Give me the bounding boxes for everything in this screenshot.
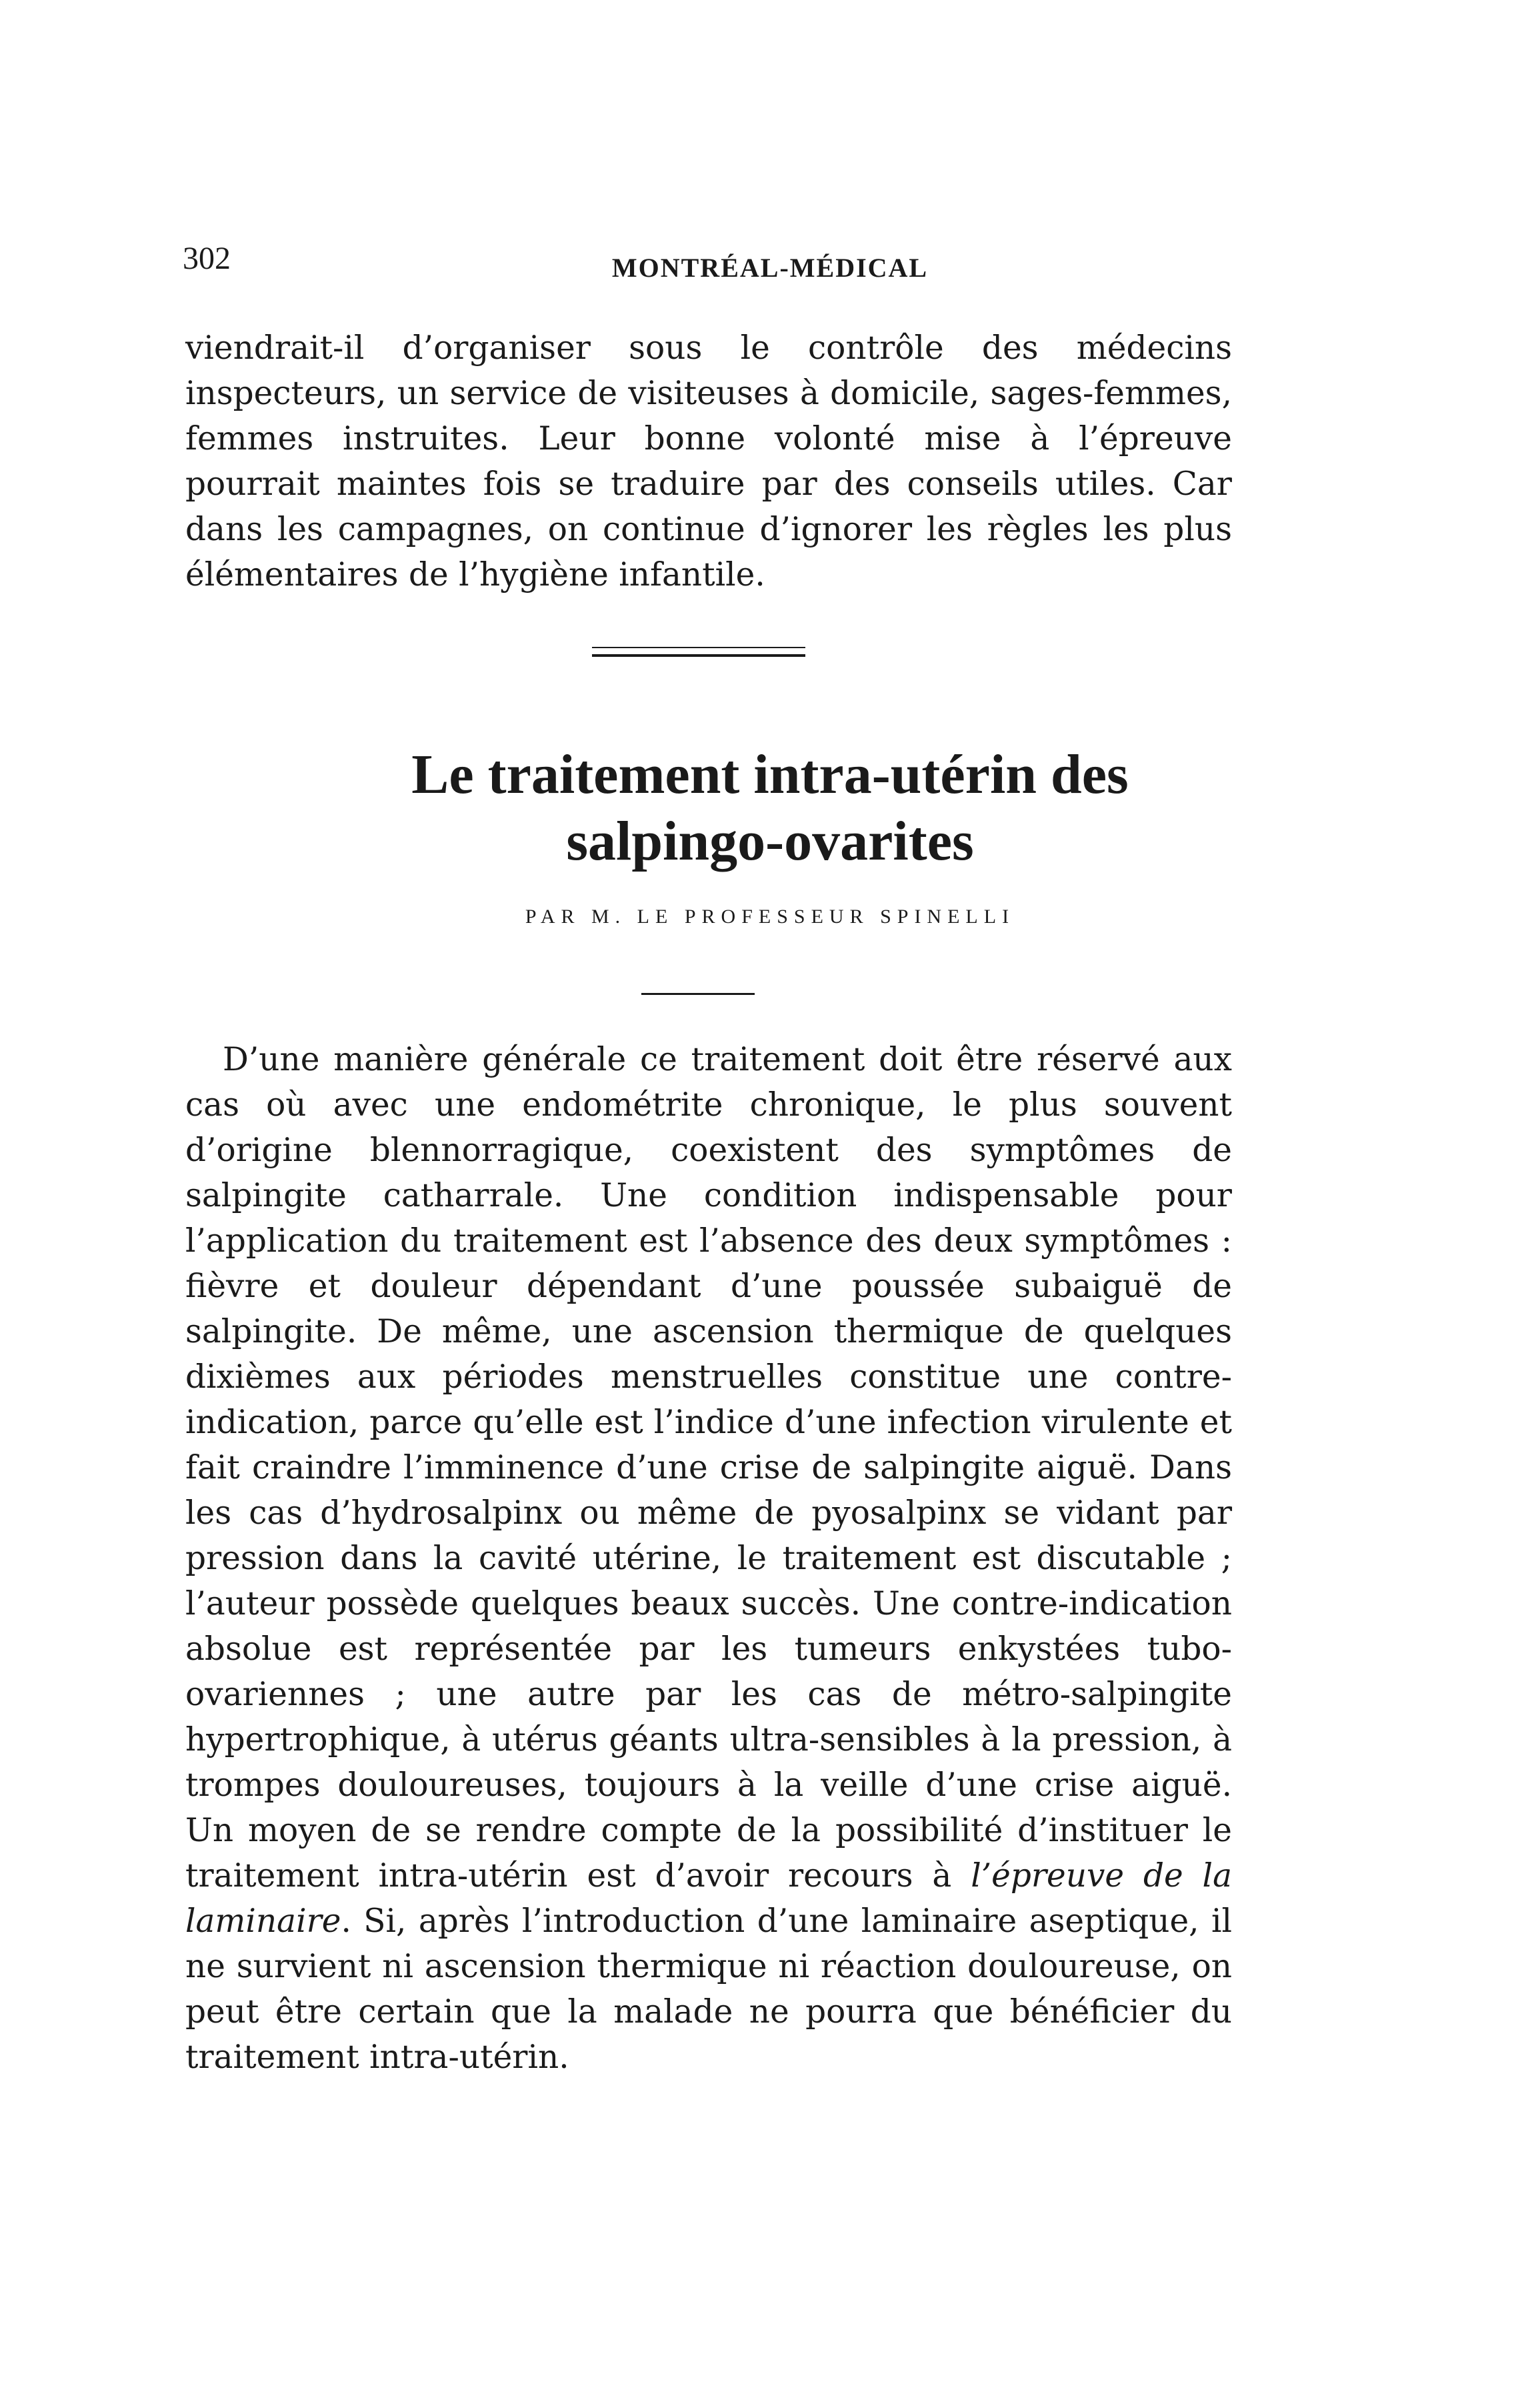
article-byline: PAR M. LE PROFESSEUR SPINELLI — [525, 906, 1015, 928]
article-body-text-end: . Si, après l’introduction d’une laminaire aseptique, il ne survient ni ascension thermique ni réaction douloureuse, on peut être certain que la malade ne pourra que bénéficier du traitement intra-utérin. — [185, 1903, 1232, 2076]
article-title-line-1: Le traitement intra-utérin des — [411, 744, 1129, 806]
running-head: MONTRÉAL-MÉDICAL — [611, 253, 929, 283]
byline-divider — [641, 993, 755, 995]
article-body-emphasis: l’épreuve de la laminaire — [185, 1857, 1232, 1940]
section-divider — [592, 647, 805, 657]
article-body-text: D’une manière générale ce traitement doit être réservé aux cas où avec une endométrite chronique, le plus souvent d’origine blennorragique, coexistent des symptômes de salpingite catharrale. Une condition indispensable pour l’application du traitement est l’absence des deux symptômes : fièvre et douleur dépendant d’une poussée subaiguë de salpingite. De même, une ascension thermique de quelques dixièmes aux périodes menstruelles constitue une contre-indication, parce qu’elle est l’indice d’une infection virulente et fait craindre l’imminence d’une crise de salpingite aiguë. Dans les cas d’hydrosalpinx ou même de pyosalpinx se vidant par pression dans la cavité utérine, le traitement est discutable ; l’auteur possède quelques beaux succès. Une contre-indication absolue est représentée par les tumeurs enkystées tubo-ovariennes ; une autre par les cas de métro-salpingite hypertrophique, à utérus géants ultra-sensibles à la pression, à trompes douloureuses, toujours à la veille d’une crise aiguë. Un moyen de se rendre compte de la possibilité d’instituer le traitement intra-utérin est d’avoir recours à — [185, 1041, 1232, 1895]
page-number: 302 — [183, 241, 231, 276]
article-body-paragraph — [185, 1037, 1232, 2080]
article-title — [0, 742, 1540, 875]
article-title-line-2: salpingo-ovarites — [566, 810, 974, 872]
intro-paragraph: viendrait-il d’organiser sous le contrôle des médecins inspecteurs, un service de visiteuses à domicile, sages-femmes, femmes instruites. Leur bonne volonté mise à l’épreuve pourrait maintes fois se traduire par des conseils utiles. Car dans les campagnes, on continue d’ignorer les règles les plus élémentaires de l’hygiène infantile. — [185, 329, 1232, 593]
